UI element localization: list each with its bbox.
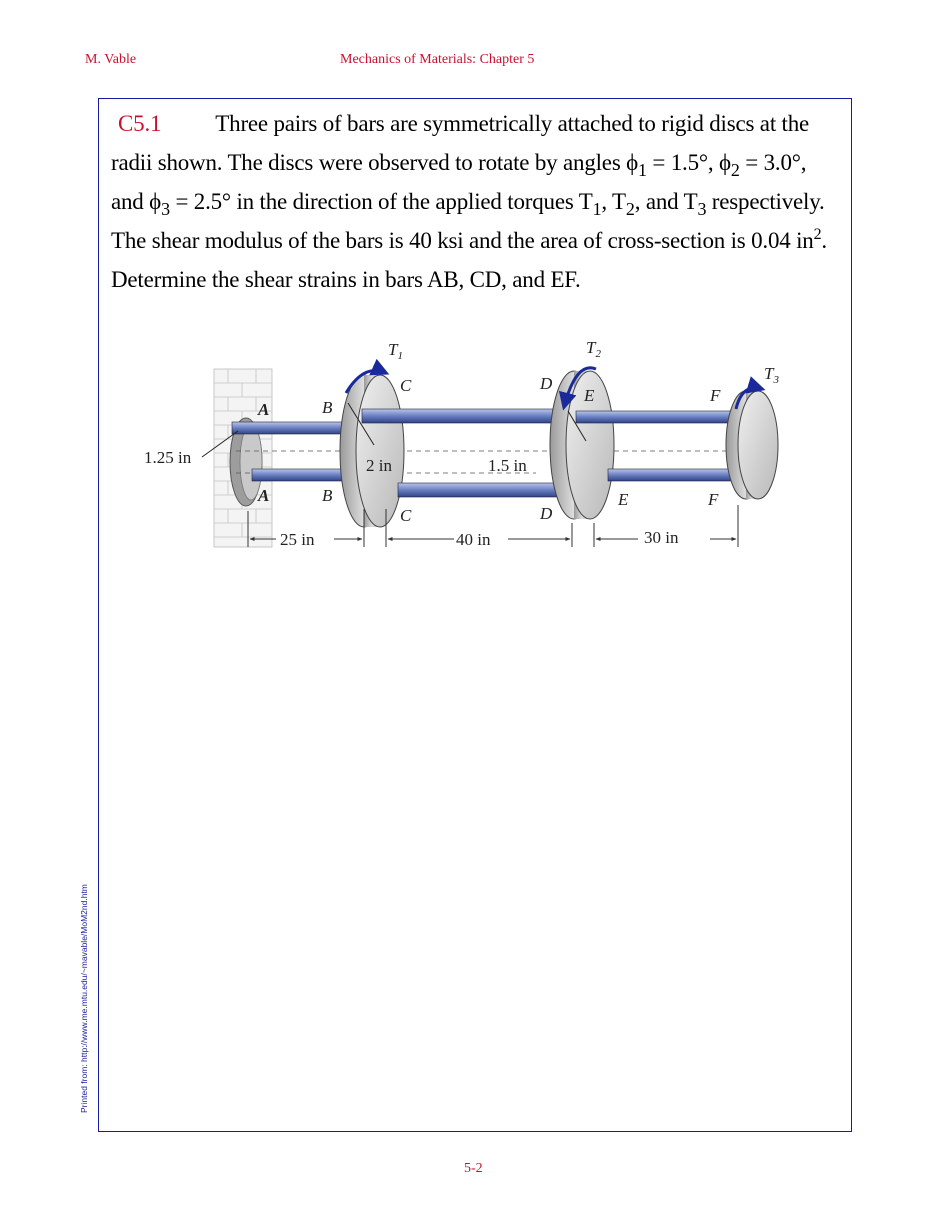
disc-2 bbox=[550, 371, 614, 519]
label-length-30in: 30 in bbox=[644, 528, 679, 547]
label-t1: $T_1$ bbox=[388, 340, 403, 362]
phi-symbol-2: ϕ bbox=[718, 150, 731, 175]
problem-text-2: respectively. The shear modulus of the bars is 40 ksi and the area of cross-section is 0.04 in bbox=[111, 189, 825, 253]
phi-subscript-3: 3 bbox=[161, 199, 170, 219]
label-length-25in: 25 in bbox=[280, 530, 315, 549]
torque-comma-1: , T bbox=[601, 189, 626, 214]
bar-cd-top bbox=[362, 409, 558, 423]
label-a-top: A bbox=[258, 400, 270, 419]
label-e-bottom: E bbox=[618, 490, 629, 509]
torque-comma-2: , and T bbox=[634, 189, 698, 214]
phi-subscript-2: 2 bbox=[730, 160, 740, 180]
label-d-bottom: D bbox=[540, 504, 553, 523]
label-f-bottom: F bbox=[708, 490, 719, 509]
phi-symbol-3: ϕ bbox=[149, 189, 162, 214]
header-author: M. Vable bbox=[85, 52, 137, 67]
label-a-bottom: A bbox=[258, 486, 270, 505]
label-f-top: F bbox=[710, 386, 721, 405]
header-chapter: Mechanics of Materials: Chapter 5 bbox=[340, 52, 535, 67]
label-c-bottom: C bbox=[400, 506, 412, 525]
torque-subscript-3: 3 bbox=[697, 199, 707, 219]
label-length-40in: 40 in bbox=[456, 530, 491, 549]
label-c-top: C bbox=[400, 376, 412, 395]
phi-subscript-1: 1 bbox=[638, 160, 647, 180]
problem-number: C5.1 bbox=[118, 111, 162, 136]
problem-text-1: Three pairs of bars are symmetrically attached to rigid discs at the radii shown. The discs were observed to rotate by angles bbox=[111, 111, 810, 175]
shaft-diagram bbox=[136, 333, 816, 555]
area-superscript: 2 bbox=[813, 226, 822, 243]
page-number: 5-2 bbox=[464, 1161, 483, 1176]
phi-value-3: = 2.5° in the direction of the applied torques T bbox=[169, 189, 593, 214]
label-e-top: E bbox=[584, 386, 595, 405]
problem-text-3: . Determine the shear strains in bars AB, CD, and EF. bbox=[111, 228, 827, 292]
label-radius-15in: 1.5 in bbox=[488, 456, 527, 475]
fixed-wall bbox=[214, 369, 272, 547]
label-b-top: B bbox=[322, 398, 333, 417]
problem-statement bbox=[111, 104, 835, 299]
phi-symbol-1: ϕ bbox=[626, 150, 639, 175]
label-d-top: D bbox=[540, 374, 553, 393]
torque-subscript-2: 2 bbox=[625, 199, 635, 219]
label-t2: $T_2$ bbox=[586, 338, 601, 360]
label-t3: $T_3$ bbox=[764, 364, 779, 386]
label-radius-2in: 2 in bbox=[366, 456, 392, 475]
bar-ef-top bbox=[576, 411, 752, 423]
disc-1 bbox=[340, 375, 404, 527]
label-radius-125in: 1.25 in bbox=[144, 448, 192, 467]
torque-subscript-1: 1 bbox=[592, 199, 602, 219]
label-b-bottom: B bbox=[322, 486, 333, 505]
phi-value-1: = 1.5°, bbox=[646, 150, 719, 175]
disc-3 bbox=[726, 391, 778, 499]
printed-from-note: Printed from: http://www.me.mtu.edu/~mavable/MoM2nd.htm bbox=[79, 884, 89, 1113]
phi-value-2: = 3.0°, and bbox=[111, 150, 807, 214]
bar-cd-bottom bbox=[398, 483, 562, 497]
